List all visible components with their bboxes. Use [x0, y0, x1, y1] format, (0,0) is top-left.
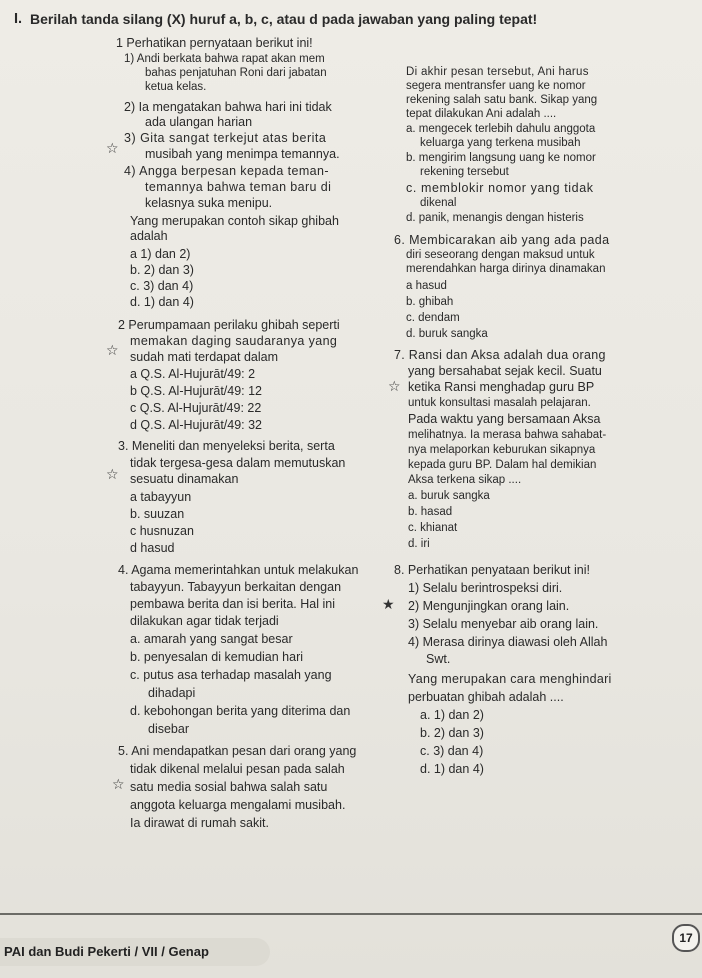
q4-stem: pembawa berita dan isi berita. Hal ini: [130, 597, 335, 611]
q2-stem: memakan daging saudaranya yang: [130, 334, 338, 348]
section-number: I.: [14, 11, 23, 27]
q7-option-d[interactable]: d. iri: [408, 538, 430, 550]
q3-option-d[interactable]: d hasud: [130, 541, 175, 555]
page-number: 17: [672, 924, 700, 952]
q4-option-b[interactable]: b. penyesalan di kemudian hari: [130, 650, 304, 664]
q5-option-c-cont: dikenal: [420, 197, 457, 209]
q7-stem: untuk konsultasi masalah pelajaran.: [408, 397, 591, 409]
q8-statement: 4) Merasa dirinya diawasi oleh Allah: [408, 635, 608, 649]
q1-statement: bahas penjatuhan Roni dari jabatan: [145, 67, 327, 79]
q8-statement: 2) Mengunjingkan orang lain.: [408, 599, 570, 613]
q6-stem: diri seseorang dengan maksud untuk: [406, 249, 595, 261]
q8-statement: Swt.: [426, 652, 451, 666]
q5-stem: satu media sosial bahwa salah satu: [130, 780, 328, 794]
q8-question: Yang merupakan cara menghindari: [408, 672, 612, 686]
q7-stem: kepada guru BP. Dalam hal demikian: [408, 459, 597, 471]
q7-stem: nya melaporkan keburukan sikapnya: [408, 444, 596, 456]
q4-stem: tabayyun. Tabayyun berkaitan dengan: [130, 580, 342, 594]
q6-option-d[interactable]: d. buruk sangka: [406, 328, 488, 340]
q7-stem: ketika Ransi menghadap guru BP: [408, 380, 595, 394]
star-mark-icon: ☆: [112, 776, 125, 792]
q4-stem: dilakukan agar tidak terjadi: [130, 614, 279, 628]
q1-statement: 4) Angga berpesan kepada teman-: [124, 164, 329, 178]
q5-stem: tidak dikenal melalui pesan pada salah: [130, 762, 345, 776]
q1-option-b[interactable]: b. 2) dan 3): [130, 263, 194, 277]
q1-option-c[interactable]: c. 3) dan 4): [130, 279, 194, 293]
q2-stem: sudah mati terdapat dalam: [130, 350, 279, 364]
q1-statement: kelasnya suka menipu.: [145, 196, 273, 210]
q7-option-b[interactable]: b. hasad: [408, 506, 453, 518]
q7-stem: yang bersahabat sejak kecil. Suatu: [408, 364, 602, 378]
q5-option-a-cont: keluarga yang terkena musibah: [420, 137, 581, 149]
q4-stem: 4. Agama memerintahkan untuk melakukan: [118, 563, 359, 577]
footer-book-title: PAI dan Budi Pekerti / VII / Genap: [4, 944, 209, 959]
q5-stem: 5. Ani mendapatkan pesan dari orang yang: [118, 744, 357, 758]
q7-option-a[interactable]: a. buruk sangka: [408, 490, 490, 502]
q5-stem: anggota keluarga mengalami musibah.: [130, 798, 346, 812]
q7-stem: Pada waktu yang bersamaan Aksa: [408, 412, 601, 426]
q2-option-a[interactable]: a Q.S. Al-Hujurāt/49: 2: [130, 367, 256, 381]
q1-option-d[interactable]: d. 1) dan 4): [130, 295, 194, 309]
q1-statement: 3) Gita sangat terkejut atas berita: [124, 131, 327, 145]
q7-stem: 7. Ransi dan Aksa adalah dua orang: [394, 348, 606, 362]
q6-option-a[interactable]: a hasud: [406, 280, 447, 292]
q3-option-b[interactable]: b. suuzan: [130, 507, 185, 521]
q5-stem-cont: Di akhir pesan tersebut, Ani harus: [406, 66, 589, 78]
q3-stem: sesuatu dinamakan: [130, 472, 239, 486]
q8-option-b[interactable]: b. 2) dan 3): [420, 726, 484, 740]
q4-option-d-cont: disebar: [148, 722, 189, 736]
star-mark-icon: ☆: [106, 140, 119, 156]
q4-option-c[interactable]: c. putus asa terhadap masalah yang: [130, 668, 332, 682]
q5-option-a[interactable]: a. mengecek terlebih dahulu anggota: [406, 123, 596, 135]
q4-option-a[interactable]: a. amarah yang sangat besar: [130, 632, 293, 646]
q6-stem: 6. Membicarakan aib yang ada pada: [394, 233, 610, 247]
q5-stem-cont: segera mentransfer uang ke nomor: [406, 80, 586, 92]
q1-statement: temannya bahwa teman baru di: [145, 180, 332, 194]
q7-stem: melihatnya. Ia merasa bahwa sahabat-: [408, 429, 607, 441]
star-mark-icon: ☆: [388, 378, 401, 394]
q1-option-a[interactable]: a 1) dan 2): [130, 247, 191, 261]
q6-option-b[interactable]: b. ghibah: [406, 296, 454, 308]
q6-option-c[interactable]: c. dendam: [406, 312, 460, 324]
q2-option-b[interactable]: b Q.S. Al-Hujurāt/49: 12: [130, 384, 263, 398]
star-mark-icon: ☆: [106, 342, 119, 358]
q1-statement: musibah yang menimpa temannya.: [145, 147, 340, 161]
q8-option-d[interactable]: d. 1) dan 4): [420, 762, 484, 776]
q5-option-c[interactable]: c. memblokir nomor yang tidak: [406, 181, 594, 195]
q8-question: perbuatan ghibah adalah ....: [408, 690, 564, 704]
q8-option-a[interactable]: a. 1) dan 2): [420, 708, 484, 722]
q8-stem: 8. Perhatikan penyataan berikut ini!: [394, 563, 590, 577]
star-mark-icon: ★: [382, 596, 395, 612]
q3-stem: tidak tergesa-gesa dalam memutuskan: [130, 456, 346, 470]
q2-option-d[interactable]: d Q.S. Al-Hujurāt/49: 32: [130, 418, 263, 432]
q1-statement: ketua kelas.: [145, 81, 207, 93]
q7-option-c[interactable]: c. khianat: [408, 522, 458, 534]
q5-option-b[interactable]: b. mengirim langsung uang ke nomor: [406, 152, 596, 164]
q1-statement: 1) Andi berkata bahwa rapat akan mem: [124, 53, 325, 65]
q4-option-d[interactable]: d. kebohongan berita yang diterima dan: [130, 704, 351, 718]
q5-stem-cont: tepat dilakukan Ani adalah ....: [406, 108, 557, 120]
q8-option-c[interactable]: c. 3) dan 4): [420, 744, 484, 758]
star-mark-icon: ☆: [106, 466, 119, 482]
q6-stem: merendahkan harga dirinya dinamakan: [406, 263, 606, 275]
q3-stem: 3. Meneliti dan menyeleksi berita, serta: [118, 439, 335, 453]
q1-stem: 1 Perhatikan pernyataan berikut ini!: [116, 36, 313, 50]
q4-option-c-cont: dihadapi: [148, 686, 196, 700]
q2-option-c[interactable]: c Q.S. Al-Hujurāt/49: 22: [130, 401, 262, 415]
q5-option-b-cont: rekening tersebut: [420, 166, 509, 178]
q3-option-c[interactable]: c husnuzan: [130, 524, 194, 538]
q7-stem: Aksa terkena sikap ....: [408, 474, 522, 486]
q5-stem: Ia dirawat di rumah sakit.: [130, 816, 269, 830]
q1-question: Yang merupakan contoh sikap ghibah: [130, 214, 339, 228]
q2-stem: 2 Perumpamaan perilaku ghibah seperti: [118, 318, 340, 332]
q1-statement: 2) Ia mengatakan bahwa hari ini tidak: [124, 100, 332, 114]
footer-divider: [0, 913, 702, 915]
q5-option-d[interactable]: d. panik, menangis dengan histeris: [406, 212, 584, 224]
q5-stem-cont: rekening salah satu bank. Sikap yang: [406, 94, 598, 106]
q1-question: adalah: [130, 229, 168, 243]
q8-statement: 1) Selalu berintrospeksi diri.: [408, 581, 563, 595]
q1-statement: ada ulangan harian: [145, 115, 253, 129]
q8-statement: 3) Selalu menyebar aib orang lain.: [408, 617, 599, 631]
section-instruction: Berilah tanda silang (X) huruf a, b, c, atau d pada jawaban yang paling tepat!: [30, 11, 538, 27]
q3-option-a[interactable]: a tabayyun: [130, 490, 192, 504]
